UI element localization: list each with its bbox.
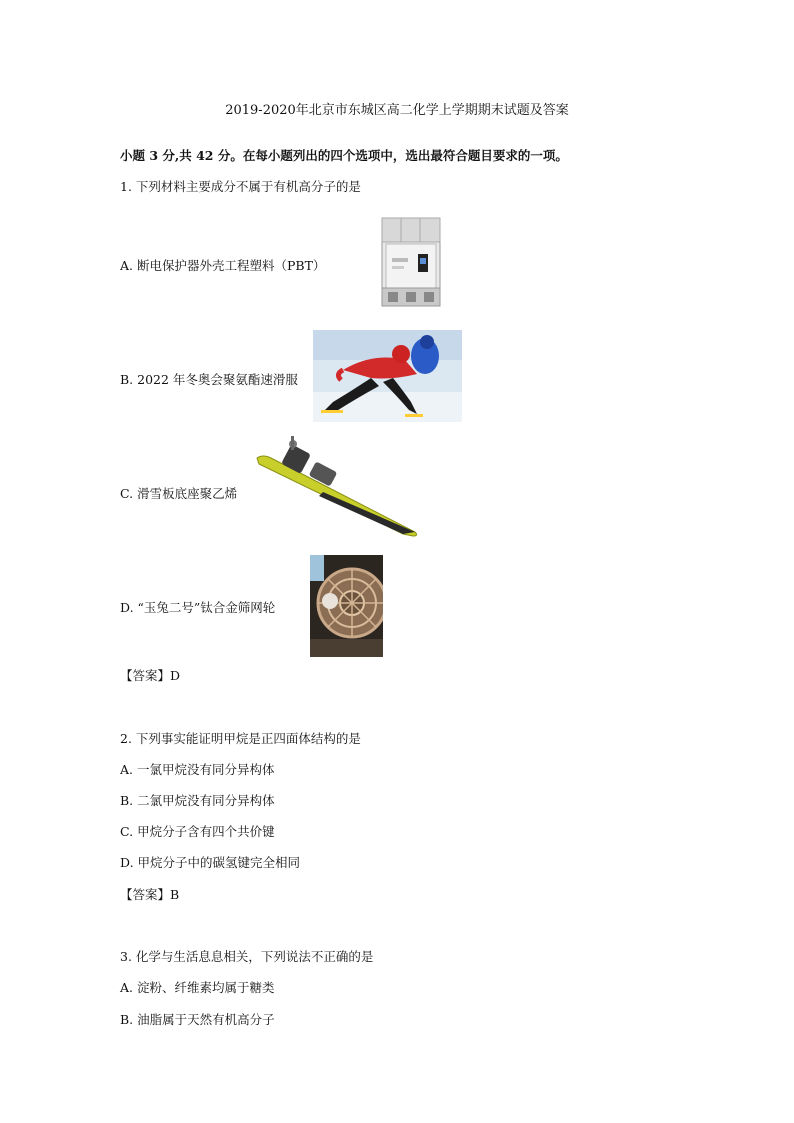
q2-option-c: C. 甲烷分子含有四个共价键 bbox=[120, 824, 275, 839]
question-1-stem: 1. 下列材料主要成分不属于有机高分子的是 bbox=[120, 179, 361, 194]
circuit-breaker-image bbox=[378, 214, 444, 310]
question-2-stem: 2. 下列事实能证明甲烷是正四面体结构的是 bbox=[120, 731, 361, 746]
section-instructions: 小题 3 分,共 42 分。在每小题列出的四个选项中，选出最符合题目要求的一项。 bbox=[120, 148, 568, 163]
q2-option-b: B. 二氯甲烷没有同分异构体 bbox=[120, 793, 275, 808]
ski-image bbox=[253, 436, 419, 540]
q1-option-d: D. “玉兔二号”钛合金筛网轮 bbox=[120, 600, 276, 615]
q1-answer: 【答案】D bbox=[120, 668, 181, 683]
q3-option-a: A. 淀粉、纤维素均属于糖类 bbox=[120, 980, 275, 995]
q3-option-b: B. 油脂属于天然有机高分子 bbox=[120, 1012, 275, 1027]
page-title: 2019-2020年北京市东城区高二化学上学期期末试题及答案 bbox=[225, 103, 569, 118]
q2-option-a: A. 一氯甲烷没有同分异构体 bbox=[120, 762, 275, 777]
q1-option-c: C. 滑雪板底座聚乙烯 bbox=[120, 486, 238, 501]
q1-option-a: A. 断电保护器外壳工程塑料（PBT） bbox=[120, 258, 326, 273]
question-3-stem: 3. 化学与生活息息相关，下列说法不正确的是 bbox=[120, 949, 374, 964]
q2-option-d: D. 甲烷分子中的碳氢键完全相同 bbox=[120, 855, 301, 870]
rover-wheel-image bbox=[310, 555, 383, 657]
q2-answer: 【答案】B bbox=[120, 887, 180, 902]
q1-option-b: B. 2022 年冬奥会聚氨酯速滑服 bbox=[120, 372, 298, 387]
speed-skater-image bbox=[313, 330, 462, 422]
